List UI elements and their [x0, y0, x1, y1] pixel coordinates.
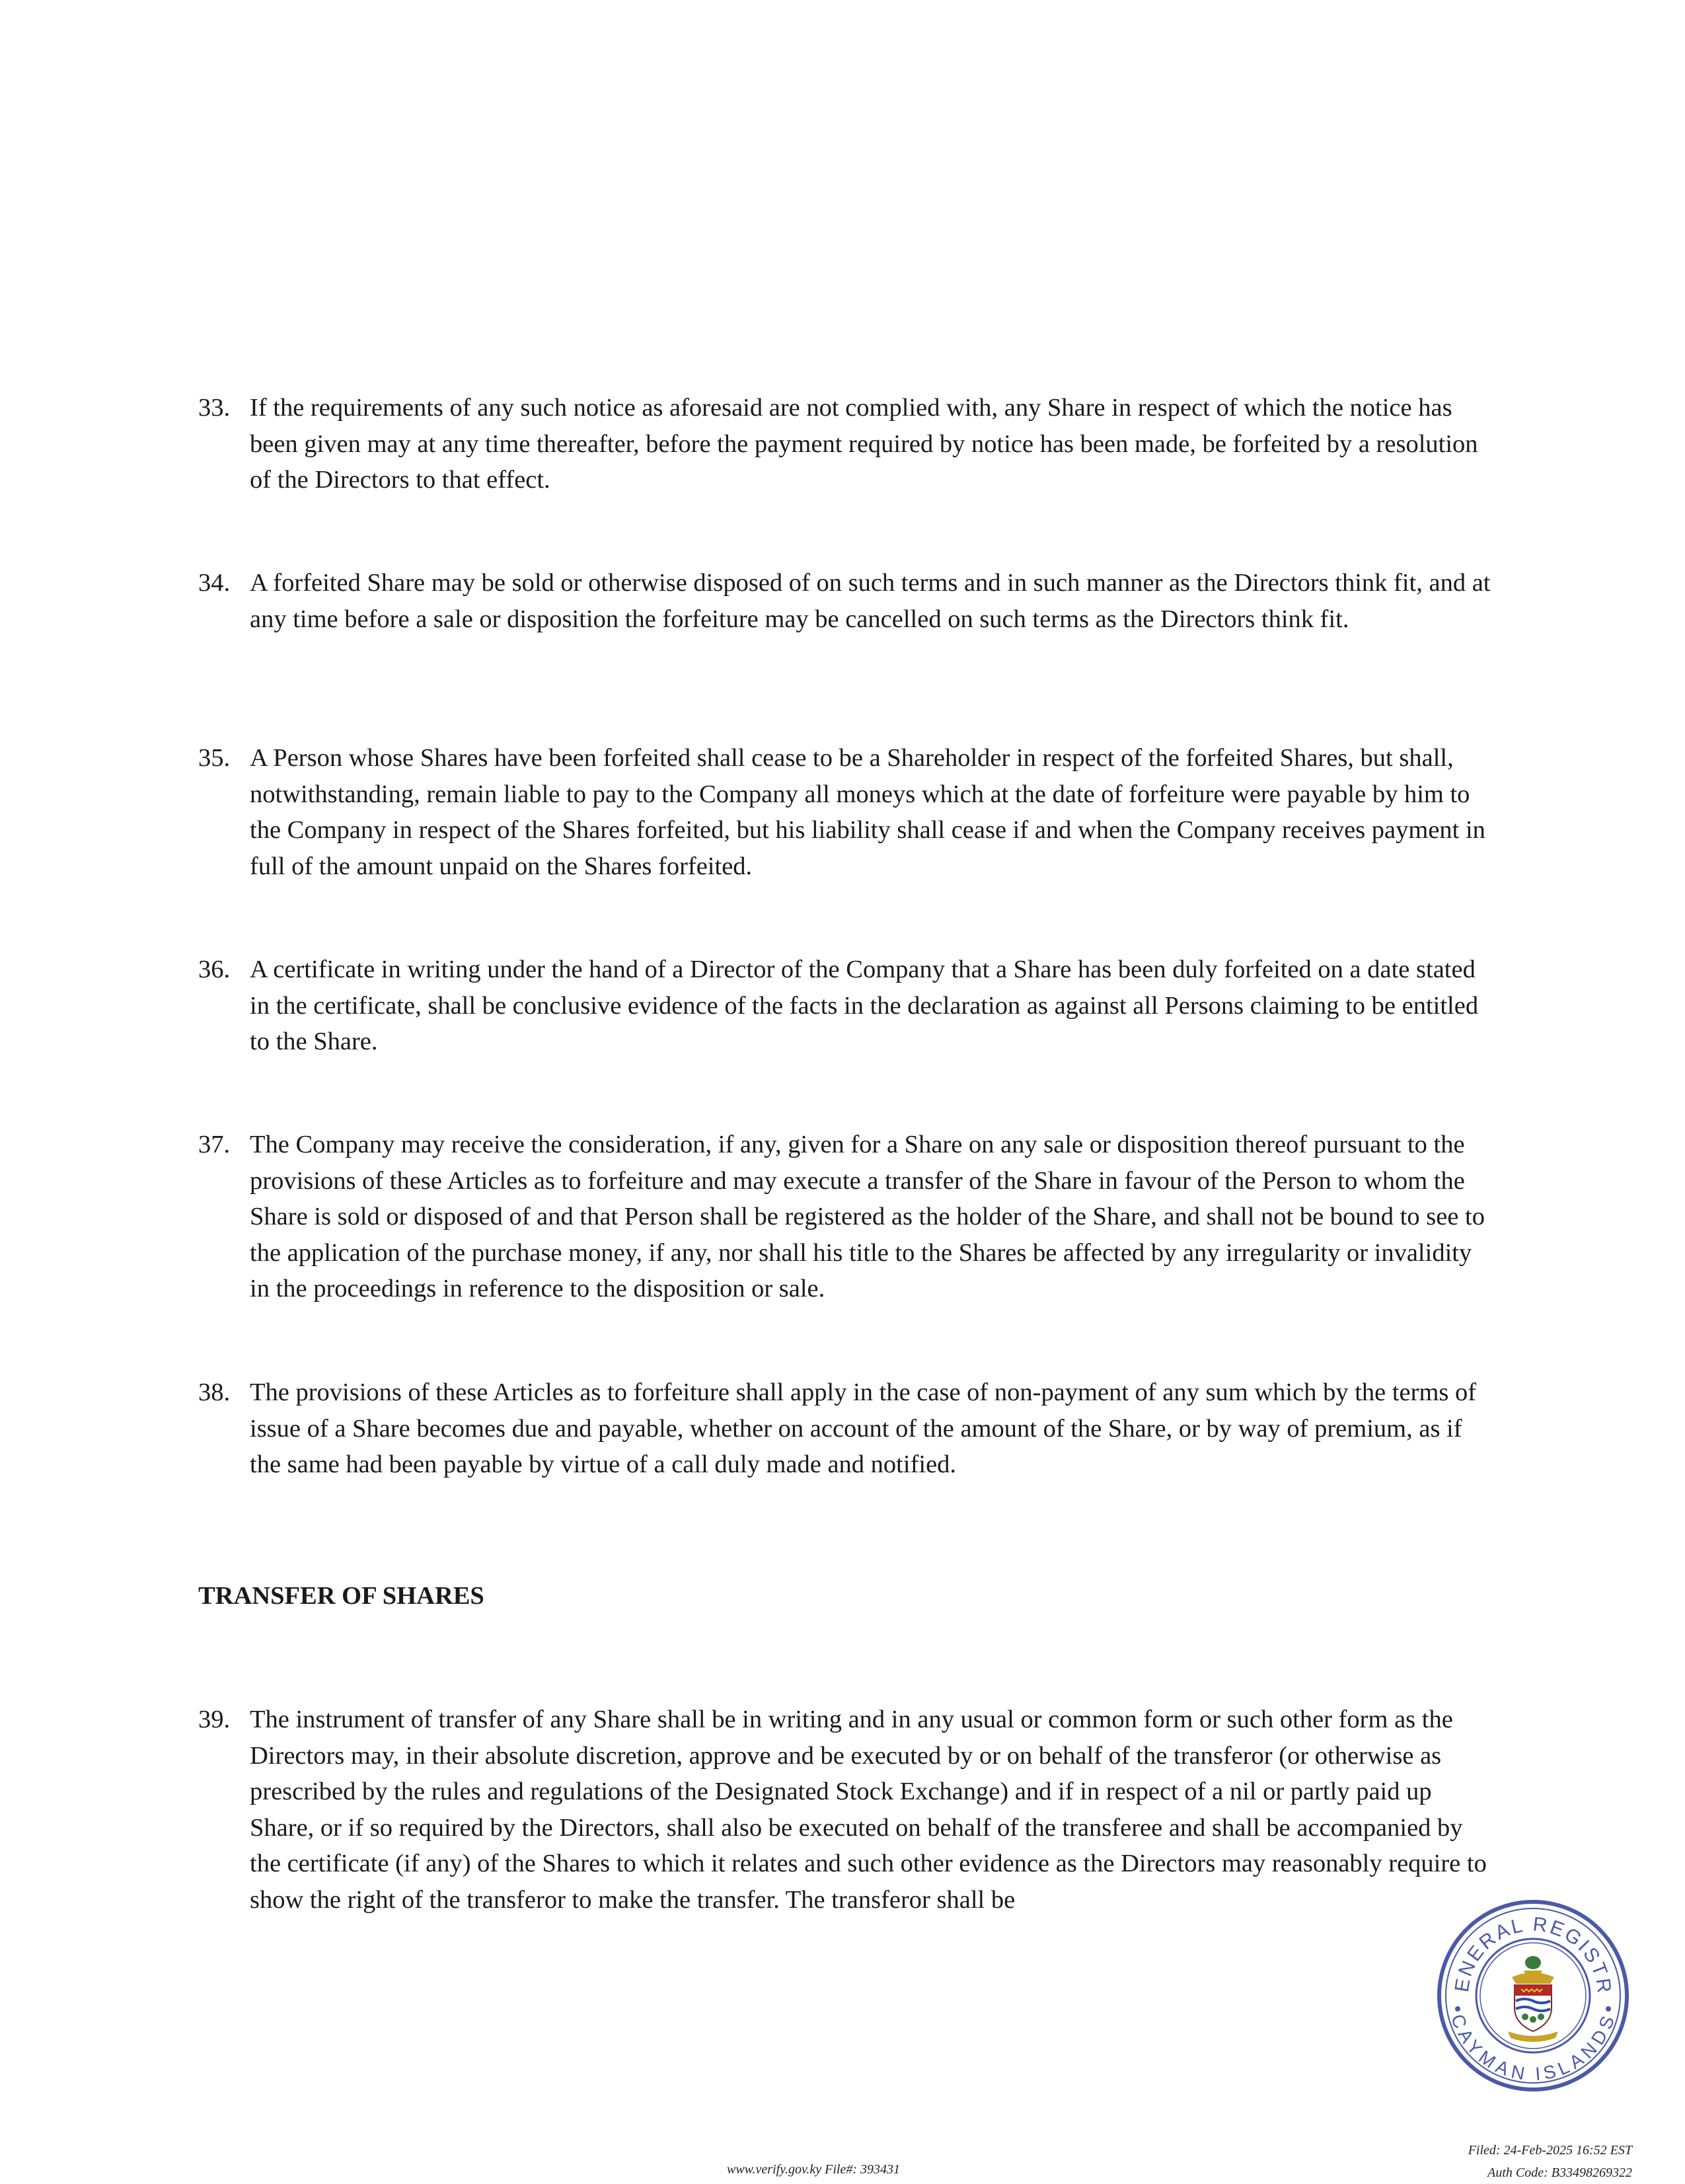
- paragraph-text: The Company may receive the consideration, if any, given for a Share on any sale or disposition thereof pursuant to the provisions of these Articles as to forfeiture and may execute a transfer of the Share in favour of the Person to whom the Share is sold or disposed of and that Person shall be registered as the holder of the Share, and shall not be bound to see to the application of the purchase money, if any, nor shall his title to the Shares be affected by any irregularity or invalidity in the proceedings in reference to the disposition or sale.: [250, 1131, 1485, 1302]
- paragraph-text: A forfeited Share may be sold or otherwise disposed of on such terms and in such manner as the Directors think fit, and at any time before a sale or disposition the forfeiture may be cancelled on such terms as the Directors think fit.: [250, 569, 1491, 633]
- seal-graphic: [1434, 1897, 1632, 2095]
- paragraph-33: [198, 390, 1493, 498]
- paragraph-39: [198, 1702, 1493, 1918]
- paragraph-number: 37.: [198, 1131, 231, 1158]
- paragraph-number: 38.: [198, 1378, 231, 1406]
- filed-date: Filed: 24-Feb-2025 16:52 EST: [1468, 2143, 1632, 2158]
- section-heading: TRANSFER OF SHARES: [198, 1582, 484, 1610]
- paragraph-number: 39.: [198, 1706, 231, 1733]
- paragraph-text: A Person whose Shares have been forfeited shall cease to be a Shareholder in respect of the forfeited Shares, but shall, notwithstanding, remain liable to pay to the Company all moneys which at the date of forfeiture were payable by him to the Company in respect of the Shares forfeited, but his liability shall cease if and when the Company receives payment in full of the amount unpaid on the Shares forfeited.: [250, 744, 1485, 880]
- paragraph-text: The provisions of these Articles as to forfeiture shall apply in the case of non-payment of any sum which by the terms of issue of a Share becomes due and payable, whether on account of the amount of the Share, or by way of premium, as if the same had been payable by virtue of a call duly made and notified.: [250, 1378, 1477, 1478]
- paragraph-35: [198, 740, 1493, 884]
- general-registry-seal: [1434, 1897, 1632, 2095]
- paragraph-37: [198, 1127, 1493, 1307]
- seal-dot: [1606, 2006, 1611, 2012]
- paragraph-38: [198, 1374, 1493, 1483]
- auth-code: Auth Code: B33498269322: [1487, 2165, 1632, 2180]
- seal-top-text: ENERAL REGISTR: [1450, 1913, 1616, 1996]
- paragraph-number: 35.: [198, 744, 231, 772]
- paragraph-number: 34.: [198, 569, 231, 597]
- paragraph-36: [198, 952, 1493, 1060]
- paragraph-text: The instrument of transfer of any Share shall be in writing and in any usual or common form or such other form as the Directors may, in their absolute discretion, approve and be executed by or on behalf of the transferor (or otherwise as prescribed by the rules and regulations of the Designated Stock Exchange) and if in respect of a nil or partly paid up Share, or if so required by the Directors, shall also be executed on behalf of the transferee and shall be accompanied by the certificate (if any) of the Shares to which it relates and such other evidence as the Directors may reasonably require to show the right of the transferor to make the transfer. The transferor shall be: [250, 1706, 1487, 1914]
- seal-dot: [1455, 2006, 1460, 2012]
- paragraph-number: 33.: [198, 394, 231, 422]
- paragraph-number: 36.: [198, 956, 231, 983]
- filing-info: [1468, 2139, 1632, 2184]
- seal-bottom-text: CAYMAN ISLANDS: [1447, 2012, 1619, 2085]
- verify-footer: www.verify.gov.ky File#: 393431: [727, 2162, 900, 2177]
- paragraph-text: A certificate in writing under the hand of a Director of the Company that a Share has been duly forfeited on a date stated in the certificate, shall be conclusive evidence of the facts in the declaration as against all Persons claiming to be entitled to the Share.: [250, 956, 1479, 1055]
- paragraph-text: If the requirements of any such notice as aforesaid are not complied with, any Share in respect of which the notice has been given may at any time thereafter, before the payment required by notice has been made, be forfeited by a resolution of the Directors to that effect.: [250, 394, 1478, 494]
- paragraph-34: [198, 565, 1493, 637]
